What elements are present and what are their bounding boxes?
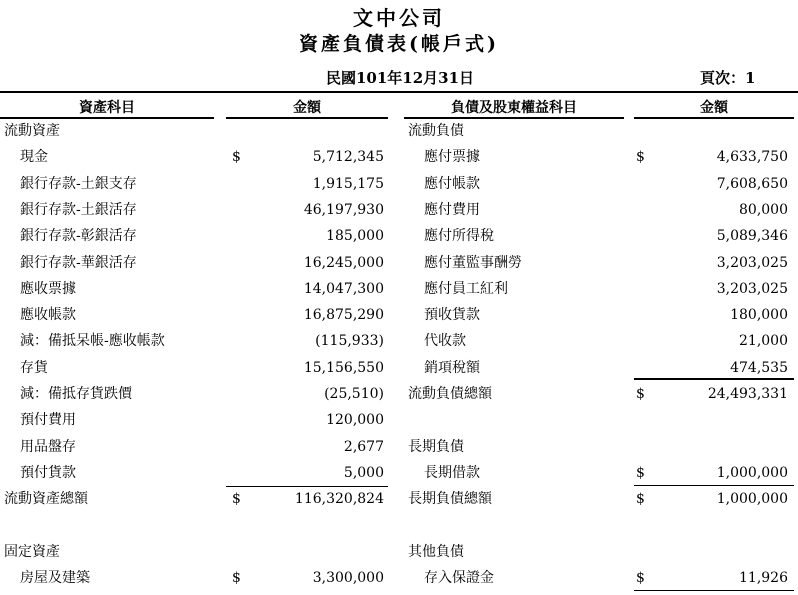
row-amount: 1,000,000 [716,491,788,508]
list-item [406,197,796,223]
row-label: 減：備抵存貨跌價 [20,386,132,402]
row-amount: (25,510) [324,386,384,402]
list-item [406,539,796,565]
list-item [2,355,392,381]
report-title: 資產負債表(帳戶式) [299,33,499,55]
row-label: 流動資產總額 [4,491,88,508]
list-item [2,197,392,223]
row-amount: 4,633,750 [716,149,788,166]
list-item [2,513,392,539]
list-item [2,118,392,144]
liab-other-rule [634,590,794,591]
list-item [406,460,796,486]
currency-symbol: $ [636,464,645,481]
list-item [406,486,796,512]
row-amount: 21,000 [739,333,788,350]
row-amount: 5,712,345 [312,149,384,166]
row-label: 應付票據 [424,149,480,166]
list-item [2,302,392,328]
header-top-rule [0,91,798,93]
row-label: 應付所得稅 [424,228,494,245]
list-item [2,144,392,170]
row-amount: 16,245,000 [303,254,384,271]
row-label: 用品盤存 [20,438,76,455]
asset-amount-header: 金額 [293,100,321,116]
list-item [2,434,392,460]
row-label: 銷項稅額 [424,359,480,376]
list-item [2,381,392,407]
row-amount: 16,875,290 [303,307,384,324]
row-label: 應付費用 [424,201,480,218]
row-label: 預付貨款 [20,464,76,481]
row-label: 長期負債 [408,438,464,455]
row-label: 減：備抵呆帳-應收帳款 [20,333,165,350]
list-item [406,118,796,144]
row-label: 應付員工紅利 [424,280,508,297]
row-label: 固定資產 [4,543,60,560]
row-amount: 7,608,650 [716,175,788,192]
row-label: 流動負債總額 [408,386,492,402]
row-label: 長期借款 [424,464,480,481]
row-label: 應付帳款 [424,175,480,192]
currency-symbol: $ [636,149,645,166]
row-label: 流動負債 [408,123,464,139]
list-item [406,355,796,381]
row-amount: 24,493,331 [707,386,788,402]
currency-symbol: $ [636,386,645,402]
currency-symbol: $ [232,149,241,166]
row-amount: 46,197,930 [303,201,384,218]
list-item [2,171,392,197]
row-amount: 474,535 [730,359,788,376]
list-item [406,250,796,276]
row-amount: 120,000 [326,412,384,429]
list-item [2,276,392,302]
row-label: 長期負債總額 [408,491,492,508]
row-amount: 3,300,000 [312,570,384,587]
currency-symbol: $ [636,570,645,587]
asset-subtotal-rule [226,486,388,487]
row-label: 應收帳款 [20,307,76,324]
currency-symbol: $ [232,570,241,587]
list-item [2,250,392,276]
list-item [2,407,392,433]
row-amount: 3,203,025 [716,280,788,297]
row-amount: 2,677 [343,438,384,455]
list-item [406,223,796,249]
row-label: 銀行存款-土銀支存 [20,175,137,192]
liab-title-header: 負債及股東權益科目 [451,100,577,116]
list-item [2,328,392,354]
list-item [406,328,796,354]
company-name: 文中公司 [353,6,445,30]
row-amount: 80,000 [739,201,788,218]
report-date: 民國101年12月31日 [325,69,475,87]
currency-symbol: $ [636,491,645,508]
list-item [406,565,796,591]
row-amount: 185,000 [326,228,384,245]
row-label: 預付費用 [20,412,76,429]
list-item [406,171,796,197]
currency-symbol: $ [232,491,241,508]
list-item [406,381,796,407]
row-amount: 5,000 [343,464,384,481]
list-item [406,434,796,460]
row-amount: 116,320,824 [294,491,384,508]
row-label: 代收款 [424,333,466,350]
liab-current-subtotal-rule [634,378,794,380]
liab-long-subtotal-rule [634,485,794,486]
page-number: 頁次：1 [700,69,756,87]
asset-title-header: 資產科目 [79,100,135,116]
list-item [2,460,392,486]
list-item [406,144,796,170]
row-label: 應付董監事酬勞 [424,254,522,271]
row-label: 房屋及建築 [20,570,90,587]
row-label: 銀行存款-華銀活存 [20,254,137,271]
row-label: 預收貨款 [424,307,480,324]
list-item [2,486,392,512]
row-amount: 1,915,175 [312,175,384,192]
row-amount: 14,047,300 [303,280,384,297]
list-item [406,302,796,328]
row-amount: 5,089,346 [716,228,788,245]
list-item [2,565,392,591]
row-label: 現金 [20,149,48,166]
liab-amount-header: 金額 [700,100,728,116]
list-item [2,539,392,565]
row-label: 應收票據 [20,280,76,297]
row-amount: 15,156,550 [303,359,384,376]
row-amount: 11,926 [739,570,788,587]
row-label: 其他負債 [408,543,464,560]
row-label: 銀行存款-彰銀活存 [20,228,137,245]
row-amount: 1,000,000 [716,464,788,481]
row-amount: (115,933) [315,333,384,350]
row-amount: 3,203,025 [716,254,788,271]
row-amount: 180,000 [730,307,788,324]
row-label: 存入保證金 [424,570,494,587]
row-label: 銀行存款-土銀活存 [20,201,137,218]
list-item [406,407,796,433]
row-label: 存貨 [20,359,48,376]
row-label: 流動資產 [4,123,60,139]
list-item [2,223,392,249]
list-item [406,276,796,302]
list-item [406,513,796,539]
